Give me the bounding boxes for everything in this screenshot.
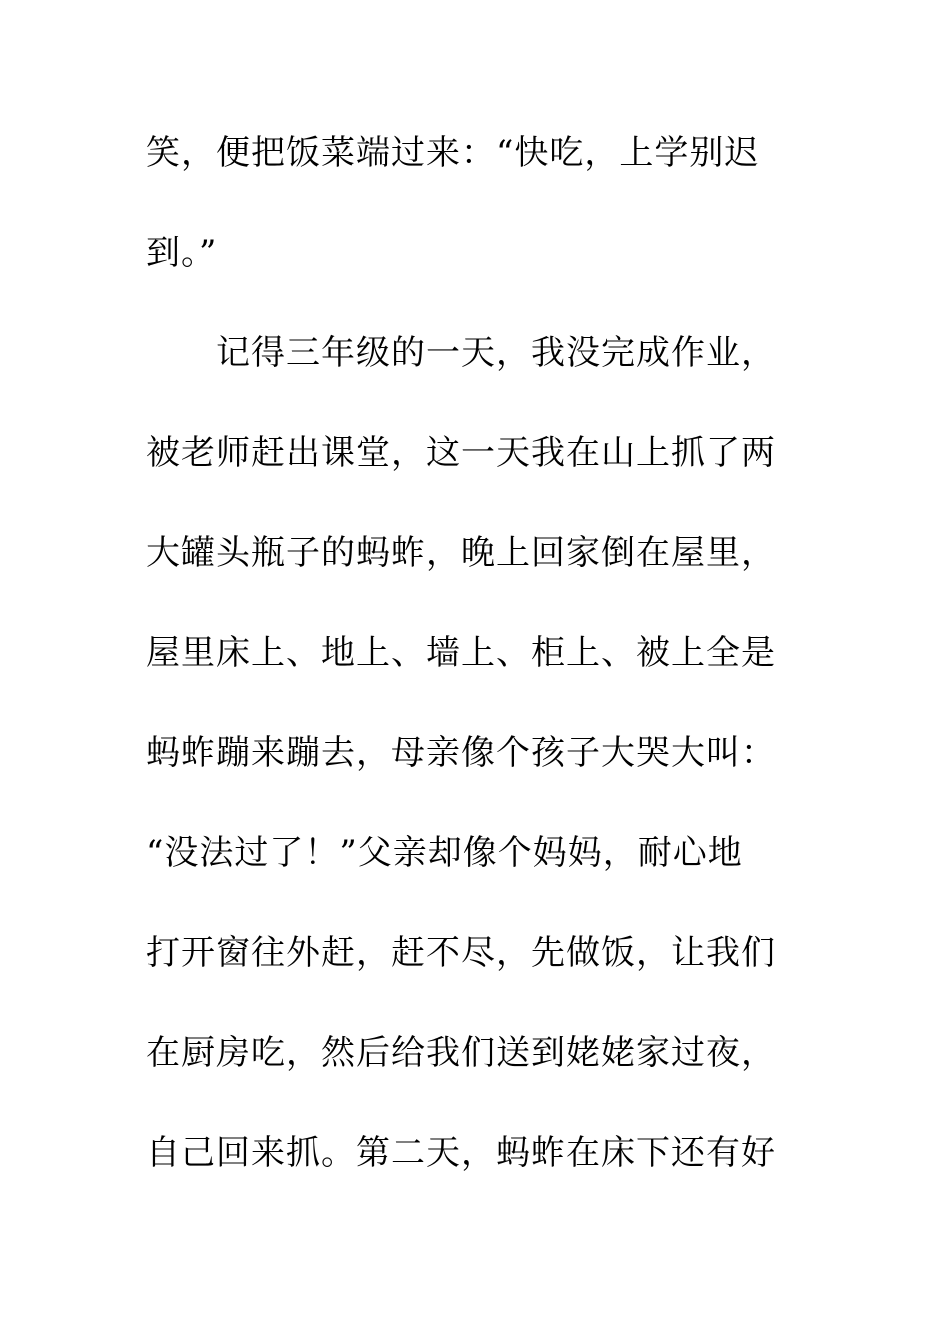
text-line-1: 笑，便把饭菜端过来：“快吃，上学别迟 [146, 133, 760, 173]
text-line-8: “没法过了！”父亲却像个妈妈，耐心地 [146, 833, 743, 873]
text-line-6: 屋里床上、地上、墙上、柜上、被上全是 [146, 633, 776, 673]
text-line-9: 打开窗往外赶，赶不尽，先做饭，让我们 [146, 933, 776, 973]
text-line-4: 被老师赶出课堂，这一天我在山上抓了两 [146, 433, 776, 473]
text-line-7: 蚂蚱蹦来蹦去，母亲像个孩子大哭大叫： [146, 733, 776, 773]
paragraph-start-line: 记得三年级的一天，我没完成作业， [216, 333, 776, 373]
text-line-2: 到。” [146, 233, 218, 273]
text-line-10: 在厨房吃，然后给我们送到姥姥家过夜， [146, 1033, 776, 1073]
text-line-11: 自己回来抓。第二天，蚂蚱在床下还有好 [146, 1133, 776, 1173]
text-line-5: 大罐头瓶子的蚂蚱，晚上回家倒在屋里， [146, 533, 776, 573]
